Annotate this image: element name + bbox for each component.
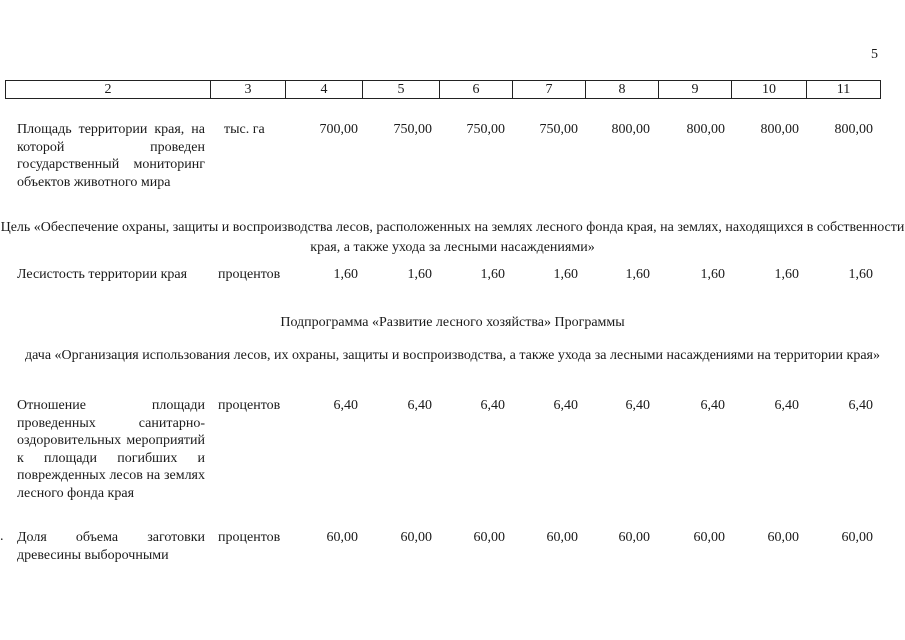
indicator-value: 1,60: [553, 267, 578, 282]
column-number-header: [5, 80, 881, 99]
indicator-value: 60,00: [473, 530, 505, 545]
column-header: 2: [6, 81, 211, 99]
column-header: 11: [807, 81, 881, 99]
indicator-value: 60,00: [841, 530, 873, 545]
subprogram-title: Подпрограмма «Развитие лесного хозяйства» Программы: [280, 315, 625, 330]
indicator-unit: процентов: [218, 267, 281, 282]
indicator-value: 1,60: [480, 267, 505, 282]
indicator-value: 60,00: [400, 530, 432, 545]
indicator-value: 60,00: [618, 530, 650, 545]
indicator-value: 1,60: [774, 267, 799, 282]
indicator-value: 6,40: [700, 398, 725, 413]
indicator-value: 6,40: [407, 398, 432, 413]
indicator-value: 750,00: [393, 122, 432, 137]
indicator-value: 800,00: [611, 122, 650, 137]
indicator-value: 6,40: [848, 398, 873, 413]
column-header: 6: [440, 81, 513, 99]
indicator-value: 800,00: [834, 122, 873, 137]
column-header: 8: [586, 81, 659, 99]
column-header: 4: [286, 81, 363, 99]
column-header: 10: [732, 81, 807, 99]
indicator-label: Площадь территории края, на которой проведен государственный мониторинг объектов животного мира: [17, 122, 205, 190]
indicator-value: 60,00: [546, 530, 578, 545]
column-header: 9: [659, 81, 732, 99]
indicator-label: Отношение площади проведенных санитарно-оздоровительных мероприятий к площади погибших и поврежденных лесов на землях лесного фонда края: [17, 398, 205, 501]
indicator-value: 60,00: [767, 530, 799, 545]
row-marker: .: [0, 529, 4, 544]
indicator-value: 1,60: [333, 267, 358, 282]
indicator-value: 6,40: [625, 398, 650, 413]
indicator-value: 1,60: [407, 267, 432, 282]
indicator-label: Лесистость территории края: [17, 267, 188, 282]
task-heading: дача «Организация использования лесов, их охраны, защиты и воспроизводства, а также ухода за лесными насаждениями на территории края»: [25, 348, 880, 363]
indicator-value: 800,00: [686, 122, 725, 137]
indicator-value: 60,00: [693, 530, 725, 545]
indicator-value: 800,00: [760, 122, 799, 137]
indicator-value: 1,60: [848, 267, 873, 282]
indicator-value: 6,40: [774, 398, 799, 413]
indicator-value: 750,00: [466, 122, 505, 137]
indicator-value: 1,60: [700, 267, 725, 282]
indicator-label: Доля объема заготовки древесины выборочными: [17, 530, 205, 563]
column-header: 3: [211, 81, 286, 99]
indicator-value: 6,40: [333, 398, 358, 413]
goal-heading: Цель «Обеспечение охраны, защиты и воспроизводства лесов, расположенных на землях лесного фонда края, на землях, находящихся в собственности края, а также ухода за лесными насаждениями»: [0, 220, 905, 255]
indicator-value: 750,00: [539, 122, 578, 137]
page-number: 5: [871, 47, 878, 62]
column-header: 7: [513, 81, 586, 99]
indicator-unit: процентов: [218, 398, 281, 413]
indicator-value: 6,40: [480, 398, 505, 413]
indicator-value: 60,00: [326, 530, 358, 545]
indicator-value: 6,40: [553, 398, 578, 413]
indicator-value: 700,00: [319, 122, 358, 137]
indicator-value: 1,60: [625, 267, 650, 282]
indicator-unit: процентов: [218, 530, 281, 545]
column-header: 5: [363, 81, 440, 99]
indicator-unit: тыс. га: [224, 122, 265, 137]
